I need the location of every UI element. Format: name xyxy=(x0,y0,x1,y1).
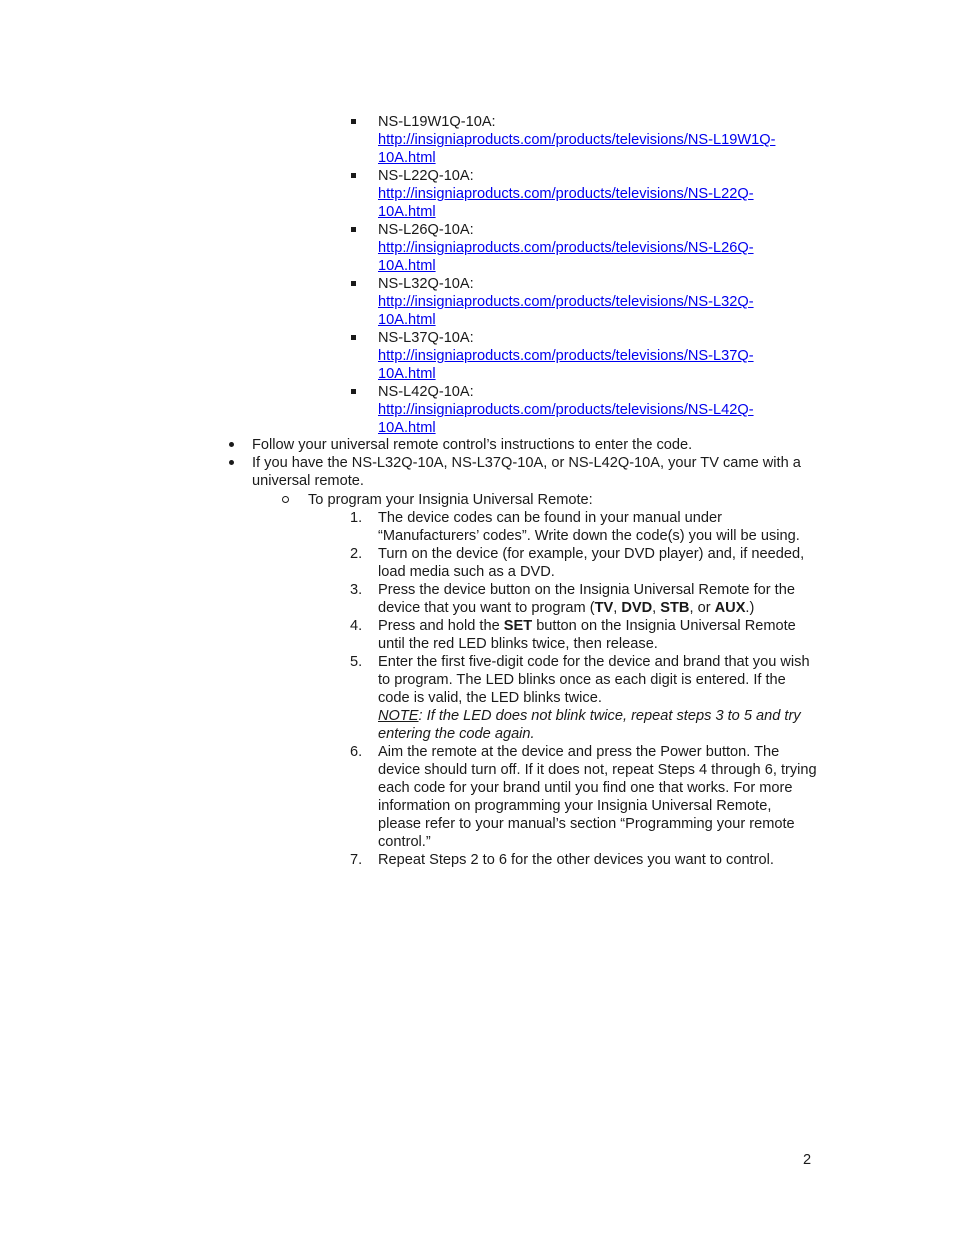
step-5 xyxy=(350,653,818,743)
step-number: 1. xyxy=(350,510,363,526)
model-item-ns-l42q xyxy=(378,383,818,437)
model-link-list xyxy=(378,113,818,437)
step-number: 3. xyxy=(350,582,363,598)
model-label: NS-L32Q-10A: xyxy=(378,276,474,292)
model-item-ns-l37q xyxy=(378,329,818,383)
step-note: NOTE: If the LED does not blink twice, repeat steps 3 to 5 and try entering the code again. xyxy=(378,708,801,742)
step-text: Repeat Steps 2 to 6 for the other devices you want to control. xyxy=(378,852,774,868)
model-label: NS-L26Q-10A: xyxy=(378,222,474,238)
main-bullet-list xyxy=(252,436,822,490)
step-6 xyxy=(350,743,818,851)
step-1 xyxy=(350,509,818,545)
page-number: 2 xyxy=(803,1152,812,1168)
programming-steps-list xyxy=(350,509,818,869)
step-text: Press and hold the SET button on the Insignia Universal Remote until the red LED blinks twice, then release. xyxy=(378,618,796,652)
model-link[interactable]: http://insigniaproducts.com/products/televisions/NS-L26Q- 10A.html xyxy=(378,240,754,274)
square-bullet-icon xyxy=(351,335,356,340)
hollow-circle-bullet-icon xyxy=(282,496,289,503)
model-link[interactable]: http://insigniaproducts.com/products/televisions/NS-L19W1Q- 10A.html xyxy=(378,132,776,166)
step-text: Enter the first five-digit code for the device and brand that you wish to program. The LED blinks once as each digit is entered. If the code is valid, the LED blinks twice. xyxy=(378,654,810,706)
step-text: The device codes can be found in your manual under “Manufacturers’ codes”. Write down the code(s) you will be using. xyxy=(378,510,800,544)
key-aux: AUX xyxy=(714,600,746,616)
step-number: 6. xyxy=(350,744,363,760)
square-bullet-icon xyxy=(351,281,356,286)
bullet-universal-remote: If you have the NS-L32Q-10A, NS-L37Q-10A, or NS-L42Q-10A, your TV came with a universal remote. xyxy=(252,454,822,490)
model-item-ns-l32q xyxy=(378,275,818,329)
model-link[interactable]: http://insigniaproducts.com/products/televisions/NS-L32Q- 10A.html xyxy=(378,294,754,328)
key-tv: TV xyxy=(594,600,614,616)
step-7 xyxy=(350,851,818,869)
step-text: Aim the remote at the device and press the Power button. The device should turn off. If it does not, repeat Steps 4 through 6, trying each code for your brand until you find one that works. For more information on programming your Insignia Universal Remote, please refer to your manual’s section “Programming your remote control.” xyxy=(378,744,817,850)
model-label: NS-L42Q-10A: xyxy=(378,384,474,400)
step-number: 2. xyxy=(350,546,363,562)
round-bullet-icon xyxy=(229,442,234,447)
model-label: NS-L22Q-10A: xyxy=(378,168,474,184)
key-dvd: DVD xyxy=(621,600,653,616)
step-number: 7. xyxy=(350,852,363,868)
step-text: Turn on the device (for example, your DVD player) and, if needed, load media such as a DVD. xyxy=(378,546,805,580)
square-bullet-icon xyxy=(351,389,356,394)
step-4 xyxy=(350,617,818,653)
square-bullet-icon xyxy=(351,227,356,232)
key-stb: STB xyxy=(660,600,690,616)
step-number: 4. xyxy=(350,618,363,634)
step-3 xyxy=(350,581,818,617)
model-link[interactable]: http://insigniaproducts.com/products/televisions/NS-L22Q- 10A.html xyxy=(378,186,754,220)
sub-bullet-program-remote: To program your Insignia Universal Remote: xyxy=(308,491,828,509)
step-text: Press the device button on the Insignia Universal Remote for the device that you want to program (TV, DVD, STB, or AUX.) xyxy=(378,582,795,616)
model-label: NS-L19W1Q-10A: xyxy=(378,114,496,130)
step-number: 5. xyxy=(350,654,363,670)
model-link[interactable]: http://insigniaproducts.com/products/televisions/NS-L37Q- 10A.html xyxy=(378,348,754,382)
key-set: SET xyxy=(503,618,533,634)
model-label: NS-L37Q-10A: xyxy=(378,330,474,346)
square-bullet-icon xyxy=(351,173,356,178)
model-item-ns-l19w1q xyxy=(378,113,818,167)
round-bullet-icon xyxy=(229,460,234,465)
note-label: NOTE xyxy=(378,708,419,724)
step-2 xyxy=(350,545,818,581)
model-link[interactable]: http://insigniaproducts.com/products/televisions/NS-L42Q- 10A.html xyxy=(378,402,754,436)
model-item-ns-l22q xyxy=(378,167,818,221)
bullet-follow-instructions: Follow your universal remote control’s instructions to enter the code. xyxy=(252,436,822,454)
square-bullet-icon xyxy=(351,119,356,124)
model-item-ns-l26q xyxy=(378,221,818,275)
